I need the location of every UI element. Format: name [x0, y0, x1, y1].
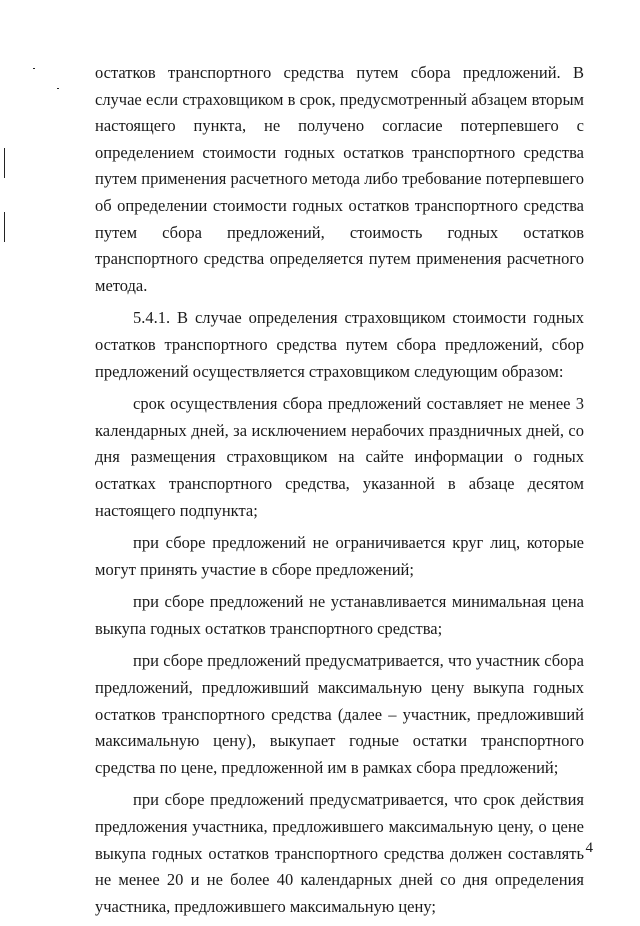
paragraph: при сборе предложений предусматривается, что участник сбора предложений, предложивший максимальную цену выкупа годных остатков транспортного средства (далее – участник, предложивший максимальную цену), выкупает годные остатки транспортного средства по цене, предложенной им в рамках сбора предложений; — [95, 651, 584, 777]
paragraph: 5.4.1. В случае определения страховщиком стоимости годных остатков транспортного средства путем сбора предложений, сбор предложений осуществляется страховщиком следующим образом: — [95, 308, 584, 381]
paragraph: срок осуществления сбора предложений составляет не менее 3 календарных дней, за исключением нерабочих праздничных дней, со дня размещения страховщиком на сайте информации о годных остатках транспортного средства, указанной в абзаце десятом настоящего подпункта; — [95, 394, 584, 520]
paragraph: остатков транспортного средства путем сбора предложений. В случае если страховщиком в срок, предусмотренный абзацем вторым настоящего пункта, не получено согласие потерпевшего с определением стоимости годных остатков транспортного средства путем применения расчетного метода либо требование потерпевшего об определении стоимости годных остатков транспортного средства путем сбора предложений, стоимость годных остатков транспортного средства определяется путем применения расчетного метода. — [95, 63, 584, 295]
document-body — [95, 60, 584, 926]
paragraph: при сборе предложений не ограничивается круг лиц, которые могут принять участие в сборе предложений; — [95, 533, 584, 579]
scan-mark — [57, 88, 59, 89]
scan-mark — [4, 212, 5, 242]
scan-mark — [33, 68, 35, 69]
scan-mark — [4, 148, 5, 178]
paragraph: при сборе предложений не устанавливается минимальная цена выкупа годных остатков транспортного средства; — [95, 592, 584, 638]
page-number: 4 — [585, 840, 593, 856]
paragraph: при сборе предложений предусматривается, что срок действия предложения участника, предложившего максимальную цену, о цене выкупа годных остатков транспортного средства должен составлять не менее 20 и не более 40 календарных дней со дня определения участника, предложившего максимальную цену; — [95, 790, 584, 916]
